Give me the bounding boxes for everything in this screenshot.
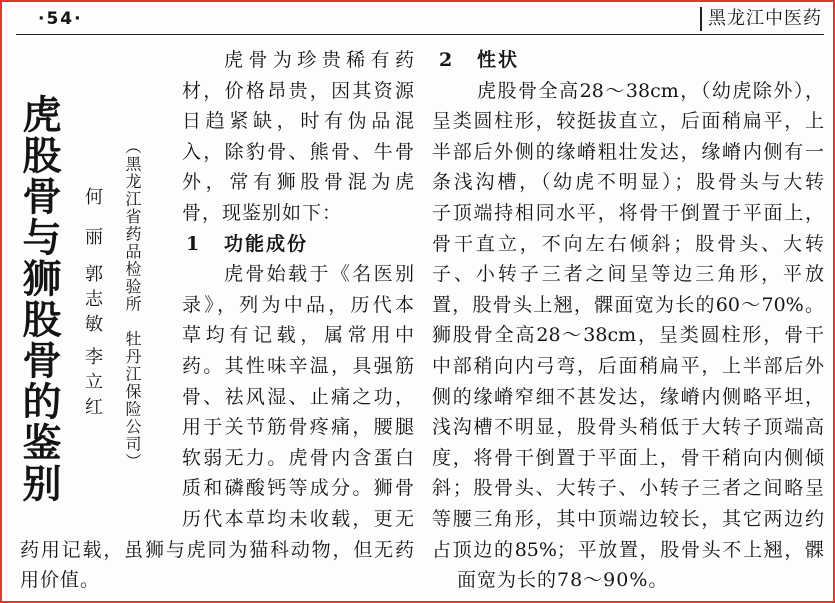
body-text-line: 面宽为长的78～90%。 — [457, 569, 669, 592]
header-rule — [16, 34, 824, 35]
section-heading-text: 功能成份 — [224, 232, 309, 255]
body-text-line: 外，常有狮股骨混为虎 — [182, 171, 414, 194]
section-number: 1 — [186, 232, 200, 255]
body-text-line: 用价值。 — [20, 569, 101, 592]
body-text-line: 半部后外侧的缘嵴粗壮发达，缘嵴内侧有一 — [432, 140, 824, 163]
body-text-line: 子顶端持相同水平，将骨干倒置于平面上， — [432, 201, 824, 224]
author-name: 李立红 — [82, 347, 103, 422]
author-name: 何 丽 — [82, 187, 103, 247]
body-text-line: 材，价格昂贵，因其资源 — [182, 79, 414, 102]
body-text-line: 用于关节筋骨疼痛，腰腿 — [182, 416, 414, 439]
body-text-line: 虎骨为珍贵稀有药 — [224, 49, 414, 71]
article-title: 虎股骨与狮股骨的鉴别 — [16, 94, 62, 504]
body-text-line: 虎股骨全高28～38cm，（幼虎除外）， — [477, 79, 824, 102]
body-text-line: 骨、祛风湿、止痛之功， — [182, 385, 414, 408]
text-column-right — [432, 45, 824, 596]
section-heading-text: 性状 — [477, 49, 520, 71]
body-text-line: 子、小转子三者之间呈等边三角形，平放 — [432, 263, 824, 286]
body-text-line: 等腰三角形，其中顶端边较长，其它两边约 — [432, 507, 824, 530]
body-text-line: 历代本草均未收载，更无 — [182, 507, 414, 530]
body-text-line: 浅沟槽不明显，股骨头稍低于大转子顶端高 — [432, 416, 824, 439]
journal-name: 黑龙江中医药 — [700, 7, 822, 31]
body-text-line: 软弱无力。虎骨内含蛋白 — [182, 446, 414, 469]
body-text-line: 骨，现鉴别如下： — [182, 201, 343, 224]
body-text-line: 斜；股骨头、大转子、小转子三者之间略呈 — [432, 477, 824, 500]
body-text-line: 置，股骨头上翘，髁面宽为长的60～70%。 — [432, 293, 824, 316]
body-text-line: 虎骨始载于《名医别 — [224, 263, 414, 286]
text-spanning-lines — [20, 535, 414, 596]
body-text-line: 药用记载，虽狮与虎同为猫科动物，但无药 — [20, 538, 414, 561]
body-text-line: 质和磷酸钙等成分。狮骨 — [182, 477, 414, 500]
body-text-line: 呈类圆柱形，较挺拔直立，后面稍扁平，上 — [432, 110, 824, 133]
body-text-line: 度，将骨干倒置于平面上，骨干稍向内侧倾 — [432, 446, 824, 469]
body-text-line: 骨干直立，不向左右倾斜；股骨头、大转 — [432, 232, 824, 255]
body-text-line: 日趋紧缺，时有伪品混 — [182, 110, 414, 133]
author-name: 郭志敏 — [82, 264, 103, 339]
section-heading — [182, 229, 414, 260]
page-number: ·54· — [38, 9, 83, 29]
text-column-middle — [182, 45, 414, 535]
section-heading — [432, 45, 824, 76]
section-number: 2 — [439, 49, 453, 71]
body-text-line: 侧的缘嵴窄细不甚发达，缘嵴内侧略平坦， — [432, 385, 824, 408]
body-text-line: 条浅沟槽，（幼虎不明显）；股骨头与大转 — [432, 171, 824, 194]
body-text-line: 录》，列为中品，历代本 — [182, 293, 414, 316]
body-text-line: 药。其性味辛温，具强筋 — [182, 354, 414, 377]
author-affiliation: （黑龙江省药品检验所 牡丹江保险公司） — [123, 138, 142, 471]
body-text-line: 中部稍向内弓弯，后面稍扁平，上半部后外 — [432, 354, 824, 377]
body-text-line: 占顶边的85%；平放置，股骨头不上翘，髁 — [432, 538, 824, 561]
body-text-line: 狮股骨全高28～38cm，呈类圆柱形，骨干 — [432, 324, 824, 347]
body-text-line: 入，除豹骨、熊骨、牛骨 — [182, 140, 414, 163]
body-text-line: 草均有记载，属常用中 — [182, 324, 414, 347]
